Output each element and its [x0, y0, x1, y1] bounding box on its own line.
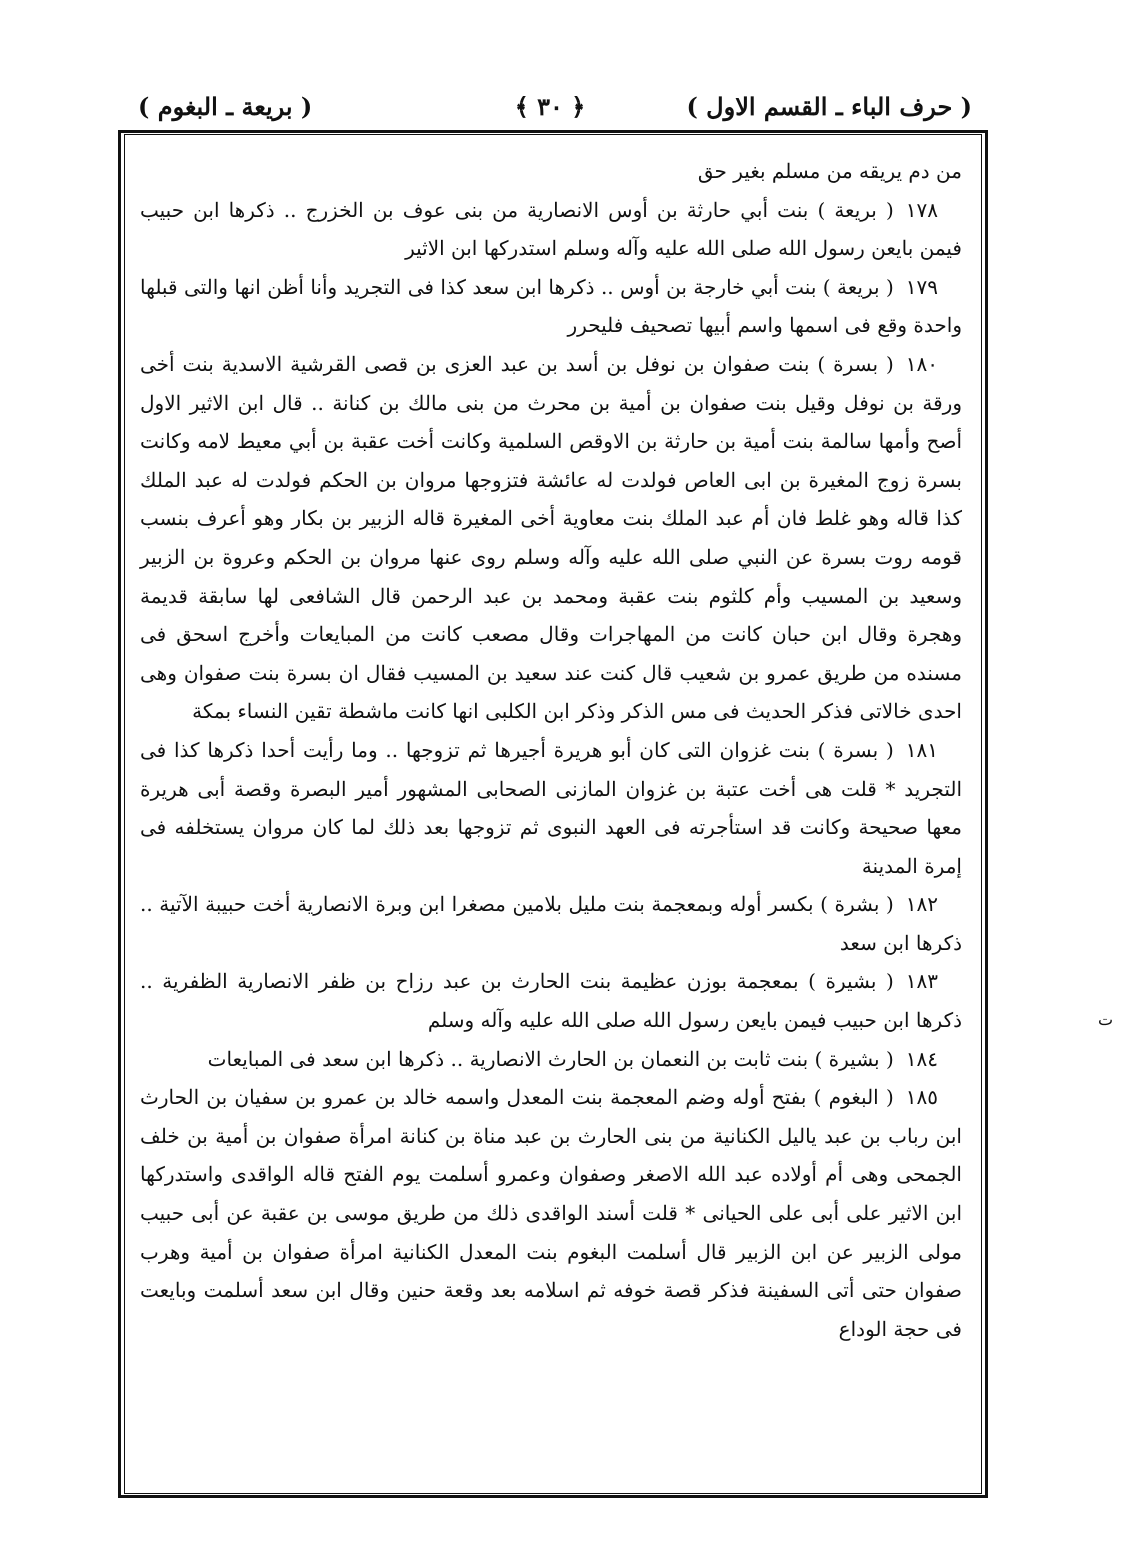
- entry-179: [140, 268, 962, 345]
- entry-text: ( بريعة ) بنت أبي حارثة بن أوس الانصارية من بنى عوف بن الخزرج .. ذكرها ابن حبيب فيمن بايعن رسول الله صلى الله عليه وآله وسلم استدركها ابن الاثير: [140, 197, 962, 261]
- page-number: ﴿ ٣٠ ﴾: [514, 92, 586, 121]
- entry-number: ١٨٥: [905, 1085, 938, 1110]
- entry-number: ١٨٢: [905, 892, 938, 917]
- entry-text: ( البغوم ) بفتح أوله وضم المعجمة بنت المعدل واسمه خالد بن عمرو بن سفيان بن الحارث ابن رباب بن عبد ياليل الكنانية من بنى الحارث بن عبد مناة بن كنانة امرأة صفوان بن أمية بن خلف الجمحى وهى أم أولاده عبد الله الاصغر وصفوان وعمرو أسلمت يوم الفتح قاله الواقدى واستدركها ابن الاثير على أبى على الحيانى * قلت أسند الواقدى ذلك من طريق موسى بن عقبة عن أبى حبيب مولى الزبير عن ابن الزبير قال أسلمت البغوم بنت المعدل الكنانية امرأة صفوان بن أمية وهرب صفوان حتى أتى السفينة فذكر قصة خوفه ثم اسلامه بعد وقعة حنين وقال ابن سعد أسلمت وبايعت فى حجة الوداع: [140, 1085, 962, 1341]
- entry-text: ( بشيرة ) بمعجمة بوزن عظيمة بنت الحارث بن عبد رزاح بن ظفر الانصارية الظفرية .. ذكرها ابن حبيب فيمن بايعن رسول الله صلى الله عليه وآله وسلم: [140, 969, 962, 1033]
- entry-text: ( بشيرة ) بنت ثابت بن النعمان بن الحارث الانصارية .. ذكرها ابن سعد فى المبايعات: [207, 1046, 894, 1071]
- entry-text: ( بسرة ) بنت صفوان بن نوفل بن أسد بن عبد العزى بن قصى القرشية الاسدية بنت أخى ورقة بن نوفل وقيل بنت صفوان بن أمية بن محرث من بنى مالك بن كنانة .. قال ابن الاثير الاول أصح وأمها سالمة بنت أمية بن حارثة بن الاوقص السلمية وكانت أخت عقبة بن أبي معيط لامه وكانت بسرة زوج المغيرة بن ابى العاص فولدت له عائشة فتزوجها مروان بن الحكم فولدت له عبد الملك كذا قاله وهو غلط فان أم عبد الملك بنت معاوية أخى المغيرة قاله الزبير بن بكار وهو أعرف بنسب قومه روت بسرة عن النبي صلى الله عليه وآله وسلم روى عنها مروان بن الحكم وعروة بن الزبير وسعيد بن المسيب وأم كلثوم بنت عقبة ومحمد بن عبد الرحمن قال الشافعى لها سابقة قديمة وهجرة وقال ابن حبان كانت من المهاجرات وقال مصعب كانت من المبايعات وأخرج اسحق فى مسنده من طريق عمرو بن شعيب قال كنت عند سعيد بن المسيب فقال ان بسرة بنت صفوان وهى احدى خالاتى فذكر الحديث فى مس الذكر وذكر ابن الكلبى انها كانت ماشطة تقين النساء بمكة: [140, 351, 963, 724]
- entry-number: ١٨١: [905, 737, 938, 762]
- entry-text: ( بريعة ) بنت أبي خارجة بن أوس .. ذكرها ابن سعد كذا فى التجريد وأنا أظن انها والتى قبلها واحدة وقع فى اسمها واسم أبيها تصحيف فليحرر: [140, 274, 962, 338]
- entry-number: ١٨٠: [905, 351, 938, 376]
- entry-text: ( بسرة ) بنت غزوان التى كان أبو هريرة أجيرها ثم تزوجها .. وما رأيت أحدا ذكرها كذا فى التجريد * قلت هى أخت عتبة بن غزوان المازنى الصحابى المشهور أمير البصرة وقصة أبى هريرة معها صحيحة وكانت قد استأجرته فى العهد النبوى ثم تزوجها بعد ذلك لما كان مروان يستخلفه فى إمرة المدينة: [140, 737, 962, 878]
- entry-182: [140, 885, 962, 962]
- page-body: [140, 152, 962, 1348]
- margin-mark: ت: [1098, 1010, 1114, 1029]
- running-header: [120, 88, 980, 128]
- header-section-title: ( حرف الباء ـ القسم الاول ): [686, 92, 972, 121]
- entry-number: ١٨٤: [905, 1046, 938, 1071]
- continuation-line: من دم يريقه من مسلم بغير حق: [697, 159, 962, 183]
- entry-178: [140, 191, 962, 268]
- entry-181: [140, 731, 962, 885]
- entry-183: [140, 962, 962, 1039]
- entry-number: ١٨٣: [905, 969, 938, 994]
- entry-184: [140, 1040, 962, 1079]
- entry-number: ١٧٩: [905, 274, 938, 299]
- entry-180: [140, 345, 962, 731]
- entry-number: ١٧٨: [905, 197, 938, 222]
- header-entry-range: ( بريعة ـ البغوم ): [138, 92, 313, 121]
- entry-text: ( بشرة ) بكسر أوله وبمعجمة بنت مليل بلامين مصغرا ابن وبرة الانصارية أخت حبيبة الآتية .. ذكرها ابن سعد: [140, 892, 962, 955]
- entry-185: [140, 1078, 962, 1348]
